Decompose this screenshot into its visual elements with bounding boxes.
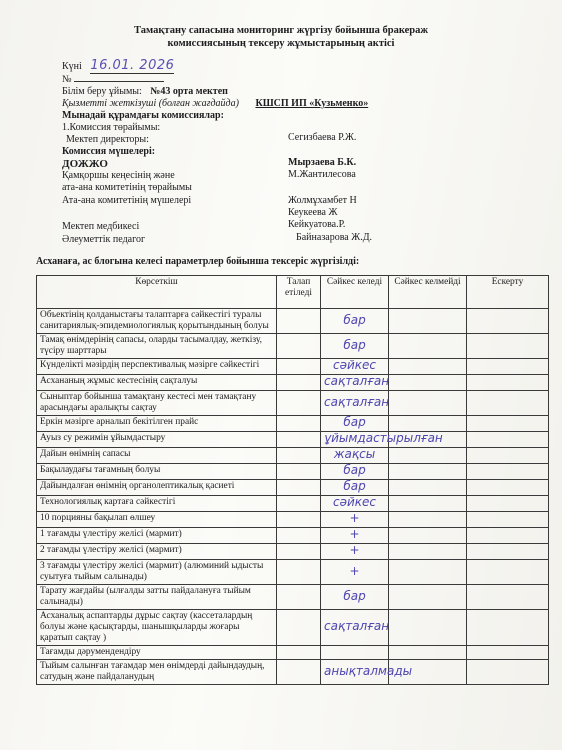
table-row <box>37 528 549 544</box>
compliant-cell <box>321 528 389 544</box>
note-cell <box>467 432 549 448</box>
note-cell <box>467 359 549 375</box>
handwritten-value: сәйкес <box>332 358 376 372</box>
compliant-cell <box>321 416 389 432</box>
document-title: Тамақтану сапасына мониторинг жүргізу бойынша бракераж комиссиясының тексеру жұмыстарының актісі <box>134 25 428 49</box>
noncompliant-cell <box>389 496 467 512</box>
required-cell <box>277 375 321 391</box>
handwritten-value: сақталған <box>324 374 390 388</box>
trustee-name: М.Жантилесова <box>288 169 356 180</box>
note-cell <box>467 375 549 391</box>
required-cell <box>277 309 321 334</box>
compliant-cell <box>321 464 389 480</box>
note-cell <box>467 646 549 660</box>
noncompliant-cell <box>389 646 467 660</box>
indicator-cell: 2 тағамды үлестіру желісі (мармит) <box>37 544 277 560</box>
compliant-cell <box>321 646 389 660</box>
required-cell <box>277 660 321 685</box>
table-row <box>37 660 549 685</box>
required-cell <box>277 585 321 610</box>
required-cell <box>277 528 321 544</box>
note-cell <box>467 660 549 685</box>
required-cell <box>277 464 321 480</box>
compliant-cell <box>321 391 389 416</box>
note-cell <box>467 528 549 544</box>
table-row <box>37 496 549 512</box>
handwritten-value: + <box>349 543 360 557</box>
indicator-cell: 10 порцияны бақылап өлшеу <box>37 512 277 528</box>
noncompliant-cell <box>389 512 467 528</box>
required-cell <box>277 560 321 585</box>
table-row <box>37 334 549 359</box>
section-title: Асханаға, ас блогына келесі параметрлер бойынша тексеріс жүргізілді: <box>36 256 360 267</box>
compliant-cell <box>321 560 389 585</box>
indicator-cell: Асханалық аспаптарды дұрыс сақтау (кассеталардың болуы және қасықтарды, шанышқыларды жоғары қаратып сақтау ) <box>37 610 277 646</box>
table-row <box>37 375 549 391</box>
compliant-cell <box>321 496 389 512</box>
table-header-row <box>37 276 549 309</box>
compliant-cell <box>321 431 443 448</box>
handwritten-value: сәйкес <box>332 495 376 509</box>
parents-name-1: Жолмұхамбет Н <box>288 195 357 206</box>
compliant-cell <box>321 585 389 610</box>
indicator-cell: 3 тағамды үлестіру желісі (мармит) (алюминий ыдысты суытуға тыйым салынады) <box>37 560 277 585</box>
dozhzho-name: Мырзаева Б.К. <box>288 157 357 168</box>
indicator-cell: Тарату жағдайы (ылғалды затты пайдалануға тыйым салынады) <box>37 585 277 610</box>
indicator-cell: Объектінің қолданыстағы талаптарға сәйкестігі туралы санитариялық-эпидемиологиялық қорытындының болуы <box>37 309 277 334</box>
note-cell <box>467 416 549 432</box>
handwritten-value: анықталмады <box>324 663 413 678</box>
header-noncompliant: Сәйкес келмейді <box>389 276 467 309</box>
indicator-cell: Дайын өнімнің сапасы <box>37 448 277 464</box>
noncompliant-cell <box>389 544 467 560</box>
director-label: Мектеп директоры: <box>66 134 149 145</box>
required-cell <box>277 416 321 432</box>
indicator-cell: 1 тағамды үлестіру желісі (мармит) <box>37 528 277 544</box>
nurse-label: Мектеп медбикесі <box>62 221 140 232</box>
table-row <box>37 480 549 496</box>
handwritten-value: бар <box>343 479 366 493</box>
compliant-cell <box>321 359 389 375</box>
compliant-cell <box>321 480 389 496</box>
indicator-cell: Тыйым салынған тағамдар мен өнімдерді дайындаудың, сатудың және пайдаланудың <box>37 660 277 685</box>
parents-name-2: Кеукеева Ж <box>288 207 338 218</box>
note-cell <box>467 512 549 528</box>
table-row <box>37 512 549 528</box>
compliant-cell <box>321 660 413 685</box>
supplier-line: Қызметті жеткізуші (болған жағдайда) КШСП ИП «Кузьменко» <box>62 98 369 109</box>
noncompliant-cell <box>389 448 467 464</box>
table-row <box>37 309 549 334</box>
compliant-cell <box>321 448 389 464</box>
indicator-cell: Тамақ өнімдерінің сапасы, оларды тасымалдау, жеткізу, түсіру шарттары <box>37 334 277 359</box>
indicator-cell: Еркін мәзірге арналып бекітілген прайс <box>37 416 277 432</box>
required-cell <box>277 432 321 448</box>
note-cell <box>467 585 549 610</box>
indicator-cell: Ауыз су режимін ұйымдастыру <box>37 432 277 448</box>
table-row <box>37 464 549 480</box>
header-compliant: Сәйкес келеді <box>321 276 389 309</box>
header-required: Талап етіледі <box>277 276 321 309</box>
handwritten-value: + <box>349 527 360 541</box>
social-label: Әлеуметтік педагог <box>62 234 146 245</box>
date-line: Күні 16.01. 2026 <box>62 58 175 73</box>
handwritten-value: + <box>349 563 360 578</box>
compliant-cell <box>321 544 389 560</box>
compliant-cell <box>321 375 389 391</box>
chair-label: 1.Комиссия төрайымы: <box>62 122 161 133</box>
note-cell <box>467 560 549 585</box>
required-cell <box>277 544 321 560</box>
note-cell <box>467 448 549 464</box>
note-cell <box>467 496 549 512</box>
noncompliant-cell <box>389 359 467 375</box>
noncompliant-cell <box>389 309 467 334</box>
required-cell <box>277 480 321 496</box>
handwritten-value: бар <box>343 415 366 429</box>
table-row <box>37 432 549 448</box>
noncompliant-cell <box>389 528 467 544</box>
indicator-cell: Асхананың жұмыс кестесінің сақталуы <box>37 375 277 391</box>
parents-label: Ата-ана комитетінің мүшелері <box>62 195 192 206</box>
noncompliant-cell <box>389 391 467 416</box>
members-heading: Мынадай құрамдағы комиссиялар: <box>62 110 224 121</box>
handwritten-value: бар <box>343 463 366 477</box>
note-cell <box>467 610 549 646</box>
header-note: Ескерту <box>467 276 549 309</box>
required-cell <box>277 334 321 359</box>
handwritten-value: бар <box>343 588 366 603</box>
noncompliant-cell <box>389 610 467 646</box>
table-row <box>37 544 549 560</box>
handwritten-value: бар <box>343 312 366 327</box>
noncompliant-cell <box>389 375 467 391</box>
note-cell <box>467 480 549 496</box>
table-row <box>37 391 549 416</box>
noncompliant-cell <box>389 416 467 432</box>
indicator-cell: Тағамды дәрумендендіру <box>37 646 277 660</box>
required-cell <box>277 496 321 512</box>
note-cell <box>467 334 549 359</box>
noncompliant-cell <box>389 585 467 610</box>
table-row <box>37 359 549 375</box>
required-cell <box>277 646 321 660</box>
noncompliant-cell <box>389 334 467 359</box>
date-value: 16.01. 2026 <box>90 58 175 73</box>
noncompliant-cell <box>389 464 467 480</box>
table-row <box>37 585 549 610</box>
compliant-cell <box>321 334 389 359</box>
compliant-cell <box>321 309 389 334</box>
handwritten-value: бар <box>343 337 366 352</box>
table-row <box>37 646 549 660</box>
dozhzho-label: ДОЖЖО <box>62 158 108 170</box>
indicator-cell: Күнделікті мәзірдің перспективалық мәзірге сәйкестігі <box>37 359 277 375</box>
note-cell <box>467 391 549 416</box>
indicator-cell: Сыныптар бойынша тамақтану кестесі мен тамақтану арасындағы аралықты сақтау <box>37 391 277 416</box>
director-name: Сегизбаева Р.Ж. <box>288 132 357 143</box>
required-cell <box>277 359 321 375</box>
required-cell <box>277 610 321 646</box>
note-cell <box>467 464 549 480</box>
header-indicator: Көрсеткіш <box>37 276 277 309</box>
trustee-label-2: ата-ана комитетінің төрайымы <box>62 182 192 193</box>
members-label: Комиссия мүшелері: <box>62 146 156 157</box>
indicator-cell: Технологиялық картаға сәйкестігі <box>37 496 277 512</box>
noncompliant-cell <box>389 480 467 496</box>
handwritten-value: сақталған <box>324 394 390 409</box>
required-cell <box>277 391 321 416</box>
handwritten-value: ұйымдастырылған <box>324 431 443 445</box>
handwritten-value: сақталған <box>324 619 390 633</box>
table-row <box>37 448 549 464</box>
table-row <box>37 416 549 432</box>
required-cell <box>277 512 321 528</box>
table-row <box>37 610 549 646</box>
trustee-label-1: Қамқоршы кеңесінің және <box>62 170 175 181</box>
note-cell <box>467 544 549 560</box>
nurse-name: Байназарова Ж.Д. <box>296 232 373 243</box>
indicator-cell: Дайындалған өнімнің органолептикалық қасиеті <box>37 480 277 496</box>
handwritten-value: + <box>349 511 360 525</box>
indicator-cell: Бақылаудағы тағамның болуы <box>37 464 277 480</box>
parents-name-3: Кейкуатова.Р. <box>288 219 346 230</box>
noncompliant-cell <box>389 560 467 585</box>
note-cell <box>467 309 549 334</box>
table-row <box>37 560 549 585</box>
required-cell <box>277 448 321 464</box>
handwritten-value: жақсы <box>333 447 376 461</box>
school-line: Білім беру ұйымы: №43 орта мектеп <box>62 86 228 97</box>
number-blank <box>74 81 164 82</box>
compliant-cell <box>321 610 389 646</box>
inspection-table <box>36 275 549 685</box>
number-line: № <box>62 74 164 86</box>
compliant-cell <box>321 512 389 528</box>
